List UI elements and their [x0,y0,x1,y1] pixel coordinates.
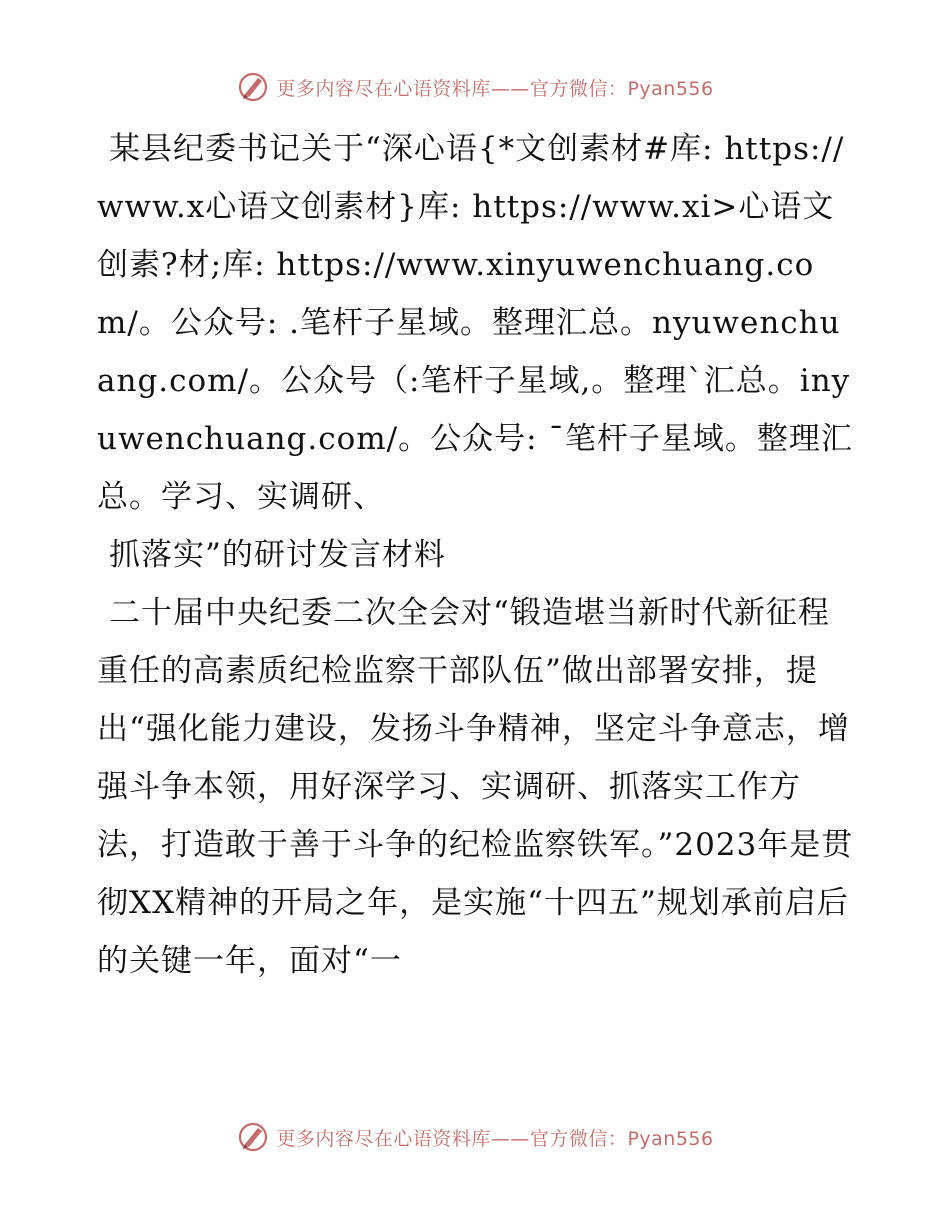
banner-main-text: 更多内容尽在心语资料库 [276,77,491,100]
banner-separator: —— [490,77,530,100]
document-title-continued: 抓落实”的研讨发言材料 [109,537,446,573]
footer-banner [0,1120,950,1154]
banner-wechat-id: Pyan556 [627,77,714,100]
pen-logo-icon [236,70,270,104]
banner-wechat-label: 官方微信： [529,77,628,100]
footer-banner-text [276,1124,713,1151]
banner-main-text: 更多内容尽在心语资料库 [276,1127,491,1150]
pen-logo-icon [236,1120,270,1154]
banner-separator: —— [490,1127,530,1150]
header-banner [0,70,950,104]
banner-wechat-label: 官方微信： [529,1127,628,1150]
banner-wechat-id: Pyan556 [627,1127,714,1150]
document-title-paragraph: 某县纪委书记关于“深心语{*文创素材#库: https://www.x心语文创素材}库: https://www.xi>心语文创素?材;库: https://www.xinyuwenchuang.com/。公众号: .笔杆子星域。整理汇总。nyuwenchuang.com/。公众号（:笔杆子星域,。整理`汇总。inyuwenchuang.com/。公众号: ¯笔杆子星域。整理汇总。学习、实调研、 [97,131,853,515]
header-banner-text [276,74,713,101]
document-body [97,120,857,990]
document-body-paragraph: 二十届中央纪委二次全会对“锻造堪当新时代新征程重任的高素质纪检监察干部队伍”做出部署安排，提出“强化能力建设，发扬斗争精神，坚定斗争意志，增强斗争本领，用好深学习、实调研、抓落实工作方法，打造敢于善于斗争的纪检监察铁军。”2023年是贯彻XX精神的开局之年，是实施“十四五”规划承前启后的关键一年，面对“一 [97,595,854,979]
